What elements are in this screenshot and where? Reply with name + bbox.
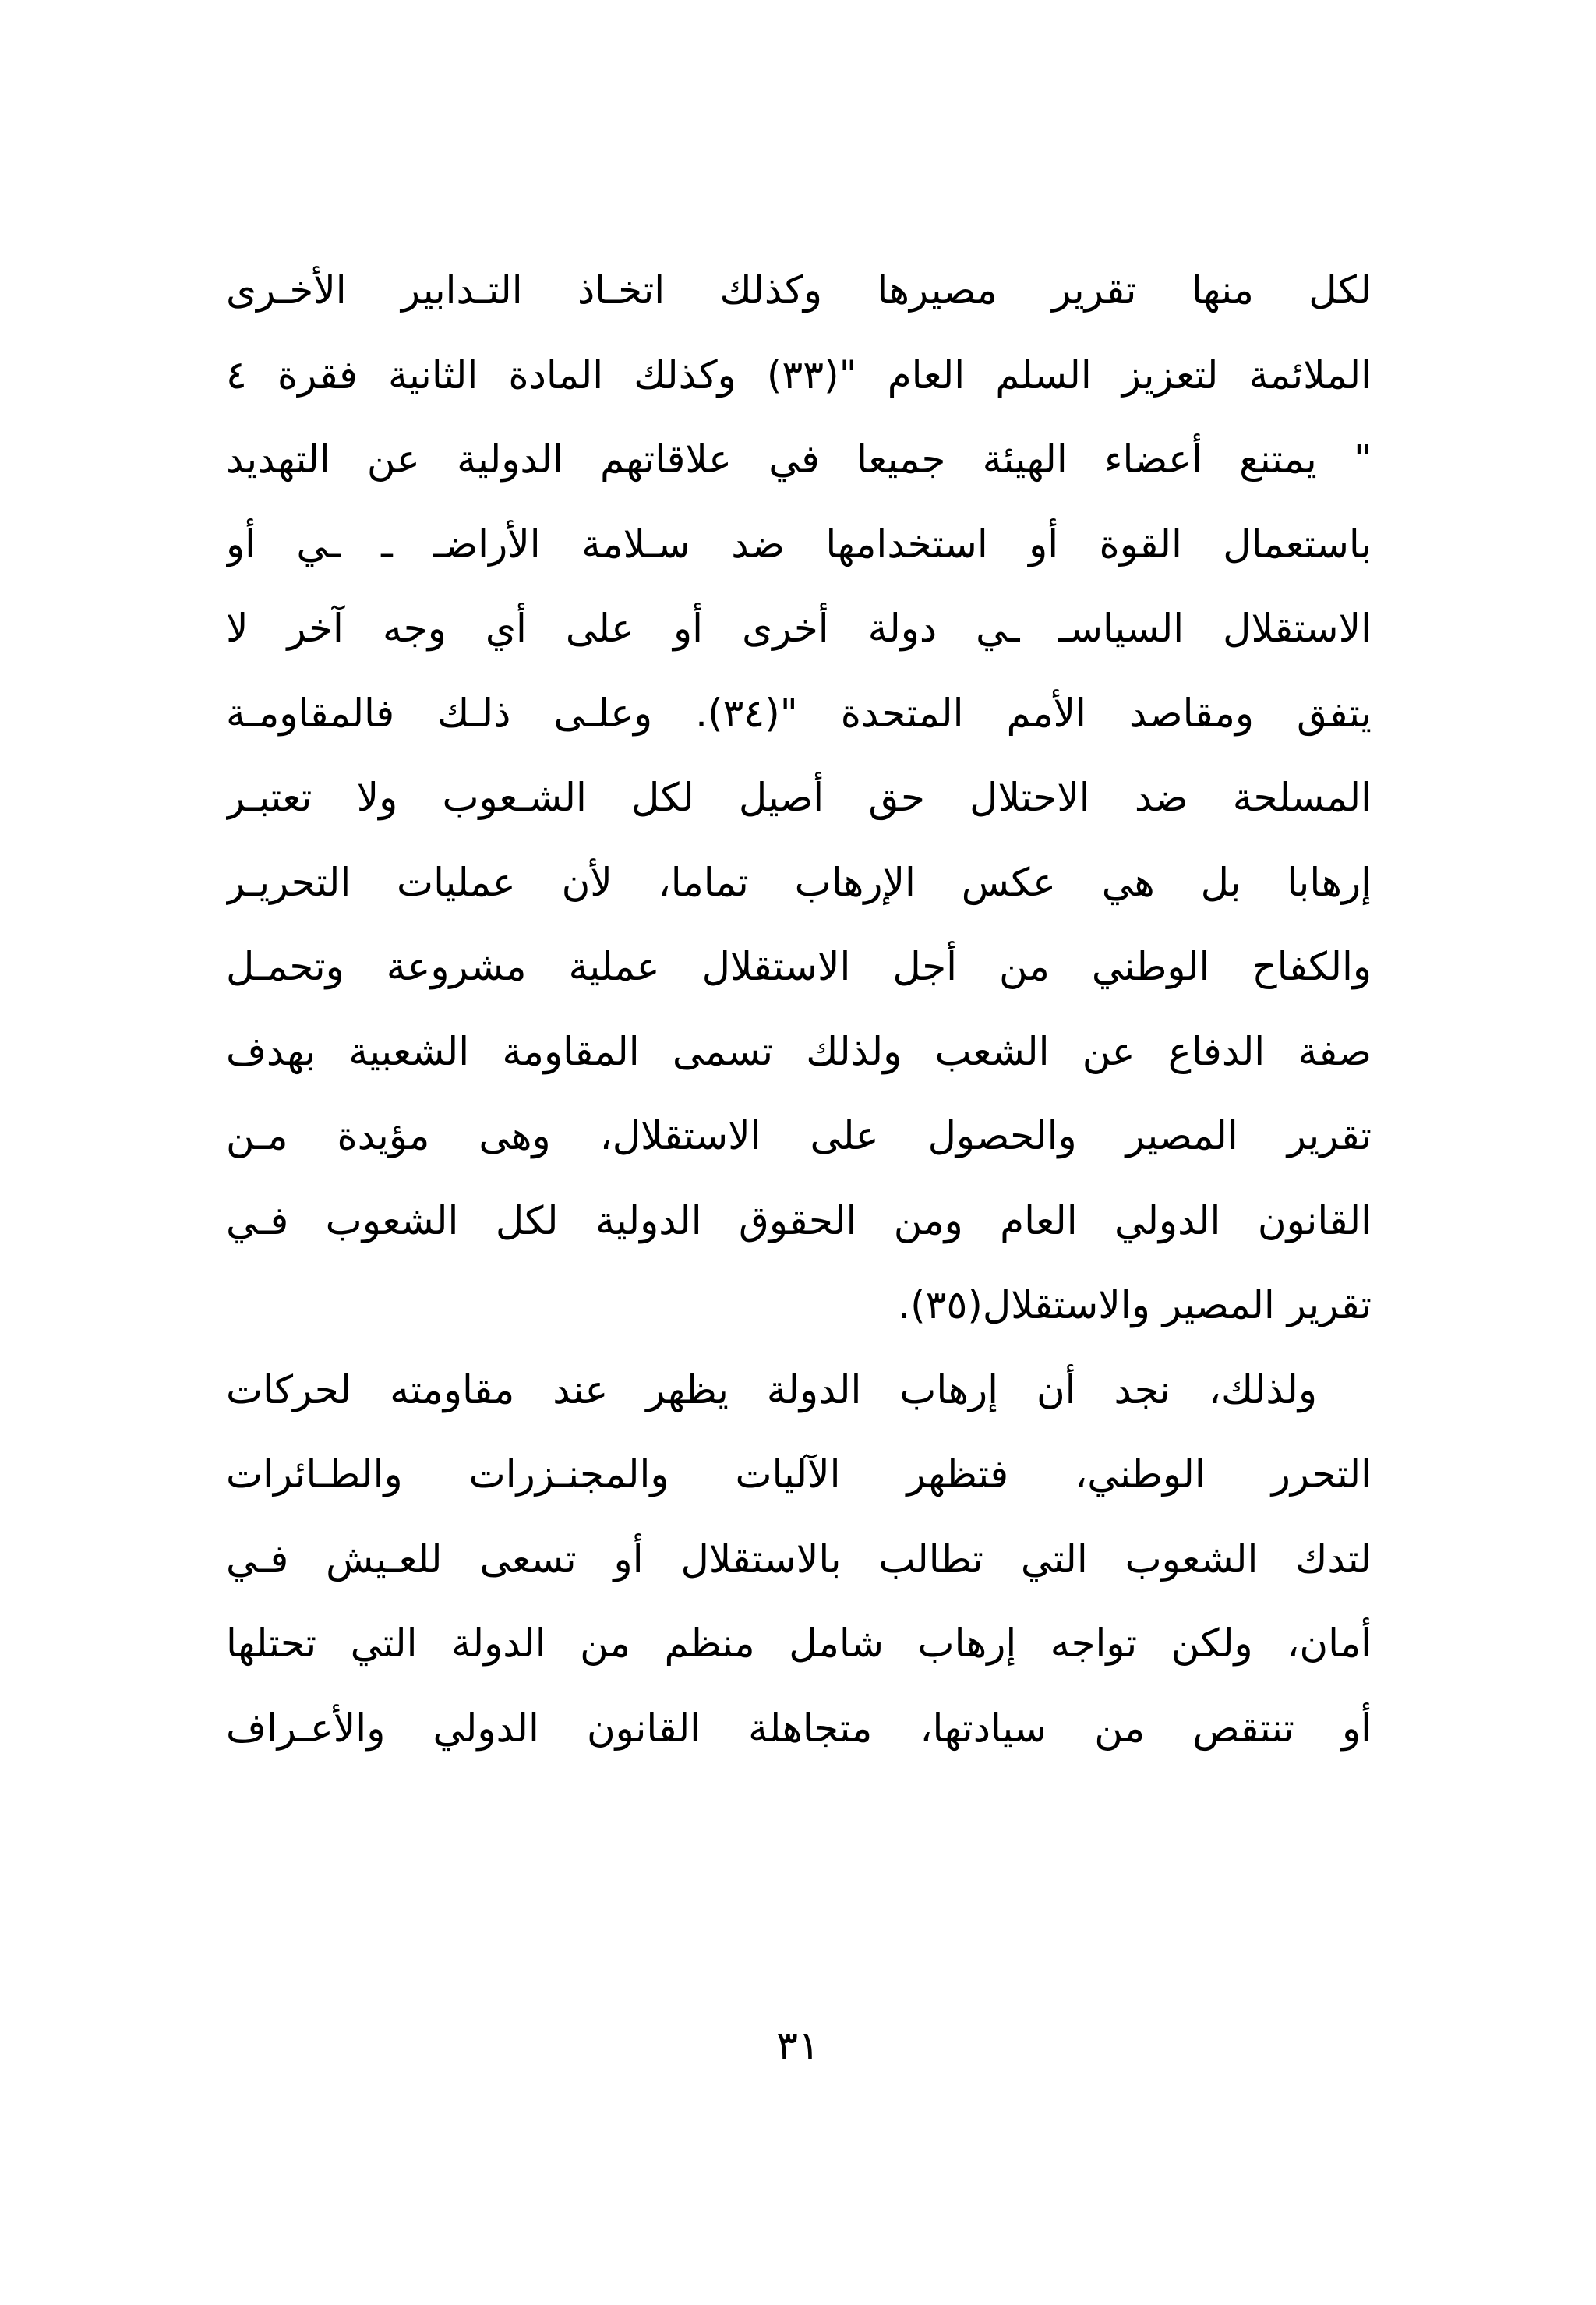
text-line: الاستقلال السياسـ ـي دولة أخرى أو على أي وجه آخر لا	[226, 606, 1372, 651]
text-line: أو تنتقص من سيادتها، متجاهلة القانون الدولي والأعـراف	[226, 1705, 1372, 1751]
text-line: صفة الدفاع عن الشعب ولذلك تسمى المقاومة الشعبية بهدف	[226, 1028, 1372, 1074]
paragraph-1	[226, 248, 1372, 1348]
text-line: تقرير المصير والحصول على الاستقلال، وهى مؤيدة مـن	[226, 1113, 1372, 1158]
text-line: تقرير المصير والاستقلال(٣٥).	[898, 1282, 1372, 1327]
text-line: الملائمة لتعزيز السلم العام "(٣٣) وكذلك المادة الثانية فقرة ٤	[226, 352, 1372, 398]
text-line: أمان، ولكن تواجه إرهاب شامل منظم من الدولة التي تحتلها	[226, 1621, 1372, 1666]
text-line: لتدك الشعوب التي تطالب بالاستقلال أو تسعى للعـيش فـي	[226, 1536, 1372, 1582]
paragraph-2	[226, 1348, 1372, 1771]
text-line: باستعمال القوة أو استخدامها ضد سـلامة الأراضـ ـ ـي أو	[226, 521, 1372, 567]
text-line: والكفاح الوطني من أجل الاستقلال عملية مشروعة وتحمـل	[226, 944, 1372, 989]
text-line: لكل منها تقرير مصيرها وكذلك اتخـاذ التـدابير الأخـرى	[226, 267, 1372, 313]
text-line: القانون الدولي العام ومن الحقوق الدولية لكل الشعوب فـي	[226, 1197, 1372, 1243]
text-line: يتفق ومقاصد الأمم المتحدة "(٣٤). وعلـى ذلـك فالمقاومـة	[226, 690, 1372, 736]
body-text	[226, 248, 1372, 1770]
text-line: " يمتنع أعضاء الهيئة جميعا في علاقاتهم الدولية عن التهديد	[226, 437, 1372, 482]
page-number: ٣١	[776, 2023, 820, 2070]
text-line: المسلحة ضد الاحتلال حق أصيل لكل الشـعوب ولا تعتبـر	[226, 775, 1372, 820]
text-line: التحرر الوطني، فتظهر الآليات والمجنـزرات والطـائرات	[226, 1451, 1372, 1497]
text-line: ولذلك، نجد أن إرهاب الدولة يظهر عند مقاومته لحركات	[226, 1366, 1317, 1412]
text-line: إرهابا بل هي عكس الإرهاب تماما، لأن عمليات التحريـر	[226, 859, 1372, 905]
